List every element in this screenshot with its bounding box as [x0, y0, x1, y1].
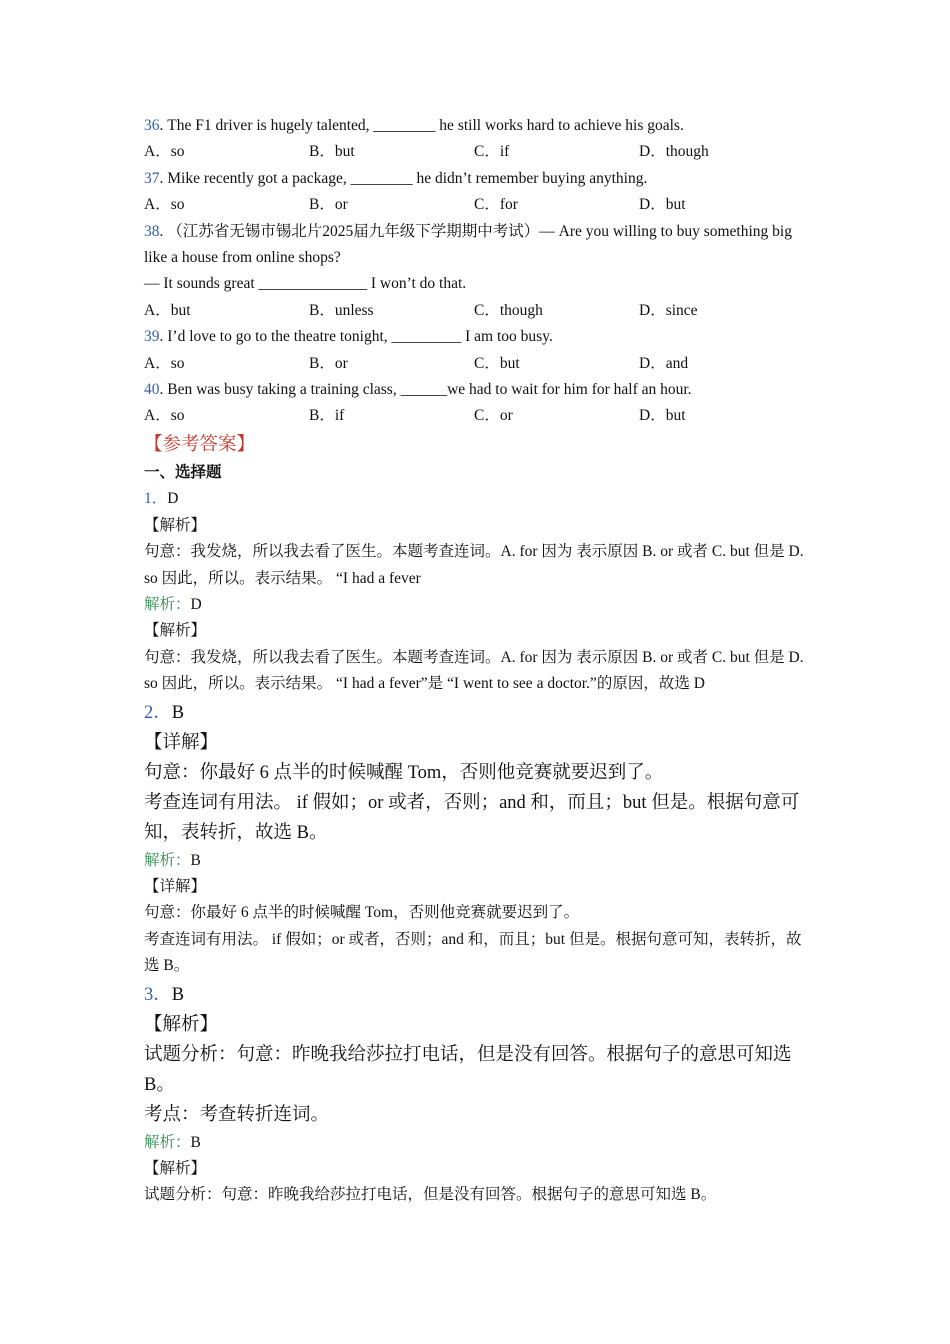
analysis-text: 考点：考查转折连词。 [144, 1104, 330, 1125]
question-stem: The F1 driver is hugely talented, ________ he still works hard to achieve his goals. [167, 117, 684, 134]
question-38-response: — It sounds great ______________ I won’t do that. [144, 275, 467, 293]
options-36 [144, 139, 804, 165]
option-b: B．but [309, 143, 355, 161]
option-c: C．or [474, 407, 513, 425]
jiexi-label: 解析： [144, 1133, 191, 1151]
answer-section-subtitle: 一、选择题 [144, 463, 222, 481]
jiexi-line [144, 1130, 804, 1156]
option-b: B．unless [309, 301, 374, 319]
jiexi-line [144, 592, 804, 618]
analysis-tag: 【解析】 [144, 622, 207, 640]
answer-3-heading: 3．B [144, 984, 185, 1005]
option-c: C．for [474, 196, 518, 214]
detail-text: 句意：你最好 6 点半的时候喊醒 Tom，否则他竞赛就要迟到了。 [144, 904, 580, 922]
analysis-tag: 【解析】 [144, 1159, 207, 1177]
option-d: D．but [639, 407, 686, 425]
question-number: 37 [144, 169, 160, 187]
answer-number: 1 [144, 490, 152, 508]
question-stem: Ben was busy taking a training class, ______we had to wait for him for half an hour. [167, 381, 692, 399]
option-c: C．but [474, 354, 520, 372]
jiexi-value: B [190, 851, 201, 869]
analysis-tag: 【解析】 [144, 516, 207, 534]
question-stem: （江苏省无锡市锡北片2025届九年级下学期期中考试）— Are you willing to buy something big like a house from online shops? [144, 222, 792, 267]
jiexi-label: 解析： [144, 595, 191, 613]
options-38 [144, 298, 804, 324]
options-37 [144, 192, 804, 218]
option-a: A．so [144, 354, 185, 372]
question-stem: Mike recently got a package, ________ he didn’t remember buying anything. [167, 169, 648, 187]
answer-letter: B [171, 702, 185, 723]
analysis-text: 试题分析：句意：昨晚我给莎拉打电话，但是没有回答。根据句子的意思可知选 B。 [144, 1044, 792, 1095]
detail-text: 句意：你最好 6 点半的时候喊醒 Tom，否则他竞赛就要迟到了。 [144, 762, 664, 783]
option-d: D．and [639, 354, 689, 372]
option-d: D．but [639, 196, 686, 214]
option-a: A．so [144, 196, 185, 214]
option-b: B．or [309, 196, 348, 214]
jiexi-line [144, 848, 804, 874]
option-b: B．or [309, 354, 348, 372]
question-number: 39 [144, 328, 160, 346]
answer-1-heading: 1．D [144, 490, 179, 508]
question-number: 40 [144, 381, 160, 399]
option-a: A．so [144, 143, 185, 161]
question-37: 37. Mike recently got a package, ________ he didn’t remember buying anything. [144, 169, 648, 187]
jiexi-value: B [190, 1133, 201, 1151]
analysis-text: 句意：我发烧，所以我去看了医生。本题考查连词。A. for 因为 表示原因 B. or 或者 C. but 但是 D. so 因此，所以。表示结果。 “I had a fever [144, 543, 804, 587]
question-stem: I’d love to go to the theatre tonight, _________ I am too busy. [167, 328, 553, 346]
question-40: 40. Ben was busy taking a training class, ______we had to wait for him for half an hour. [144, 381, 692, 399]
answer-number: 2 [144, 702, 154, 723]
answer-letter: D [167, 490, 179, 508]
option-c: C．if [474, 143, 510, 161]
detail-text: 考查连词有用法。 if 假如；or 或者，否则；and 和，而且；but 但是。根据句意可知，表转折，故选 B。 [144, 930, 802, 975]
question-36: 36. The F1 driver is hugely talented, ________ he still works hard to achieve his goals. [144, 117, 684, 134]
detail-text: 考查连词有用法。 if 假如；or 或者，否则；and 和，而且；but 但是。根据句意可知，表转折，故选 B。 [144, 792, 800, 843]
answer-letter: B [171, 984, 185, 1005]
answer-section-title: 【参考答案】 [144, 434, 256, 455]
question-38: 38. （江苏省无锡市锡北片2025届九年级下学期期中考试）— Are you willing to buy something big like a house from online shops? [144, 222, 792, 267]
jiexi-value: D [190, 595, 202, 613]
option-c: C．though [474, 301, 543, 319]
detail-tag: 【详解】 [144, 877, 207, 895]
answer-number: 3 [144, 984, 154, 1005]
document-content [144, 113, 804, 1209]
analysis-tag: 【解析】 [144, 1014, 219, 1035]
analysis-text: 句意：我发烧，所以我去看了医生。本题考查连词。A. for 因为 表示原因 B. or 或者 C. but 但是 D. so 因此，所以。表示结果。 “I had a fever”是 “I went to see a doctor.”的原因，故选 D [144, 648, 804, 693]
option-a: A．but [144, 301, 191, 319]
options-40 [144, 403, 804, 429]
jiexi-label: 解析： [144, 851, 191, 869]
option-a: A．so [144, 407, 185, 425]
options-39 [144, 351, 804, 377]
option-d: D．since [639, 301, 698, 319]
question-number: 38 [144, 222, 160, 240]
option-d: D．though [639, 143, 709, 161]
analysis-text: 试题分析：句意：昨晚我给莎拉打电话，但是没有回答。根据句子的意思可知选 B。 [144, 1186, 717, 1204]
detail-tag: 【详解】 [144, 732, 219, 753]
question-39: 39. I’d love to go to the theatre tonight, _________ I am too busy. [144, 328, 553, 346]
option-b: B．if [309, 407, 345, 425]
question-number: 36 [144, 117, 160, 134]
answer-2-heading: 2．B [144, 702, 185, 723]
